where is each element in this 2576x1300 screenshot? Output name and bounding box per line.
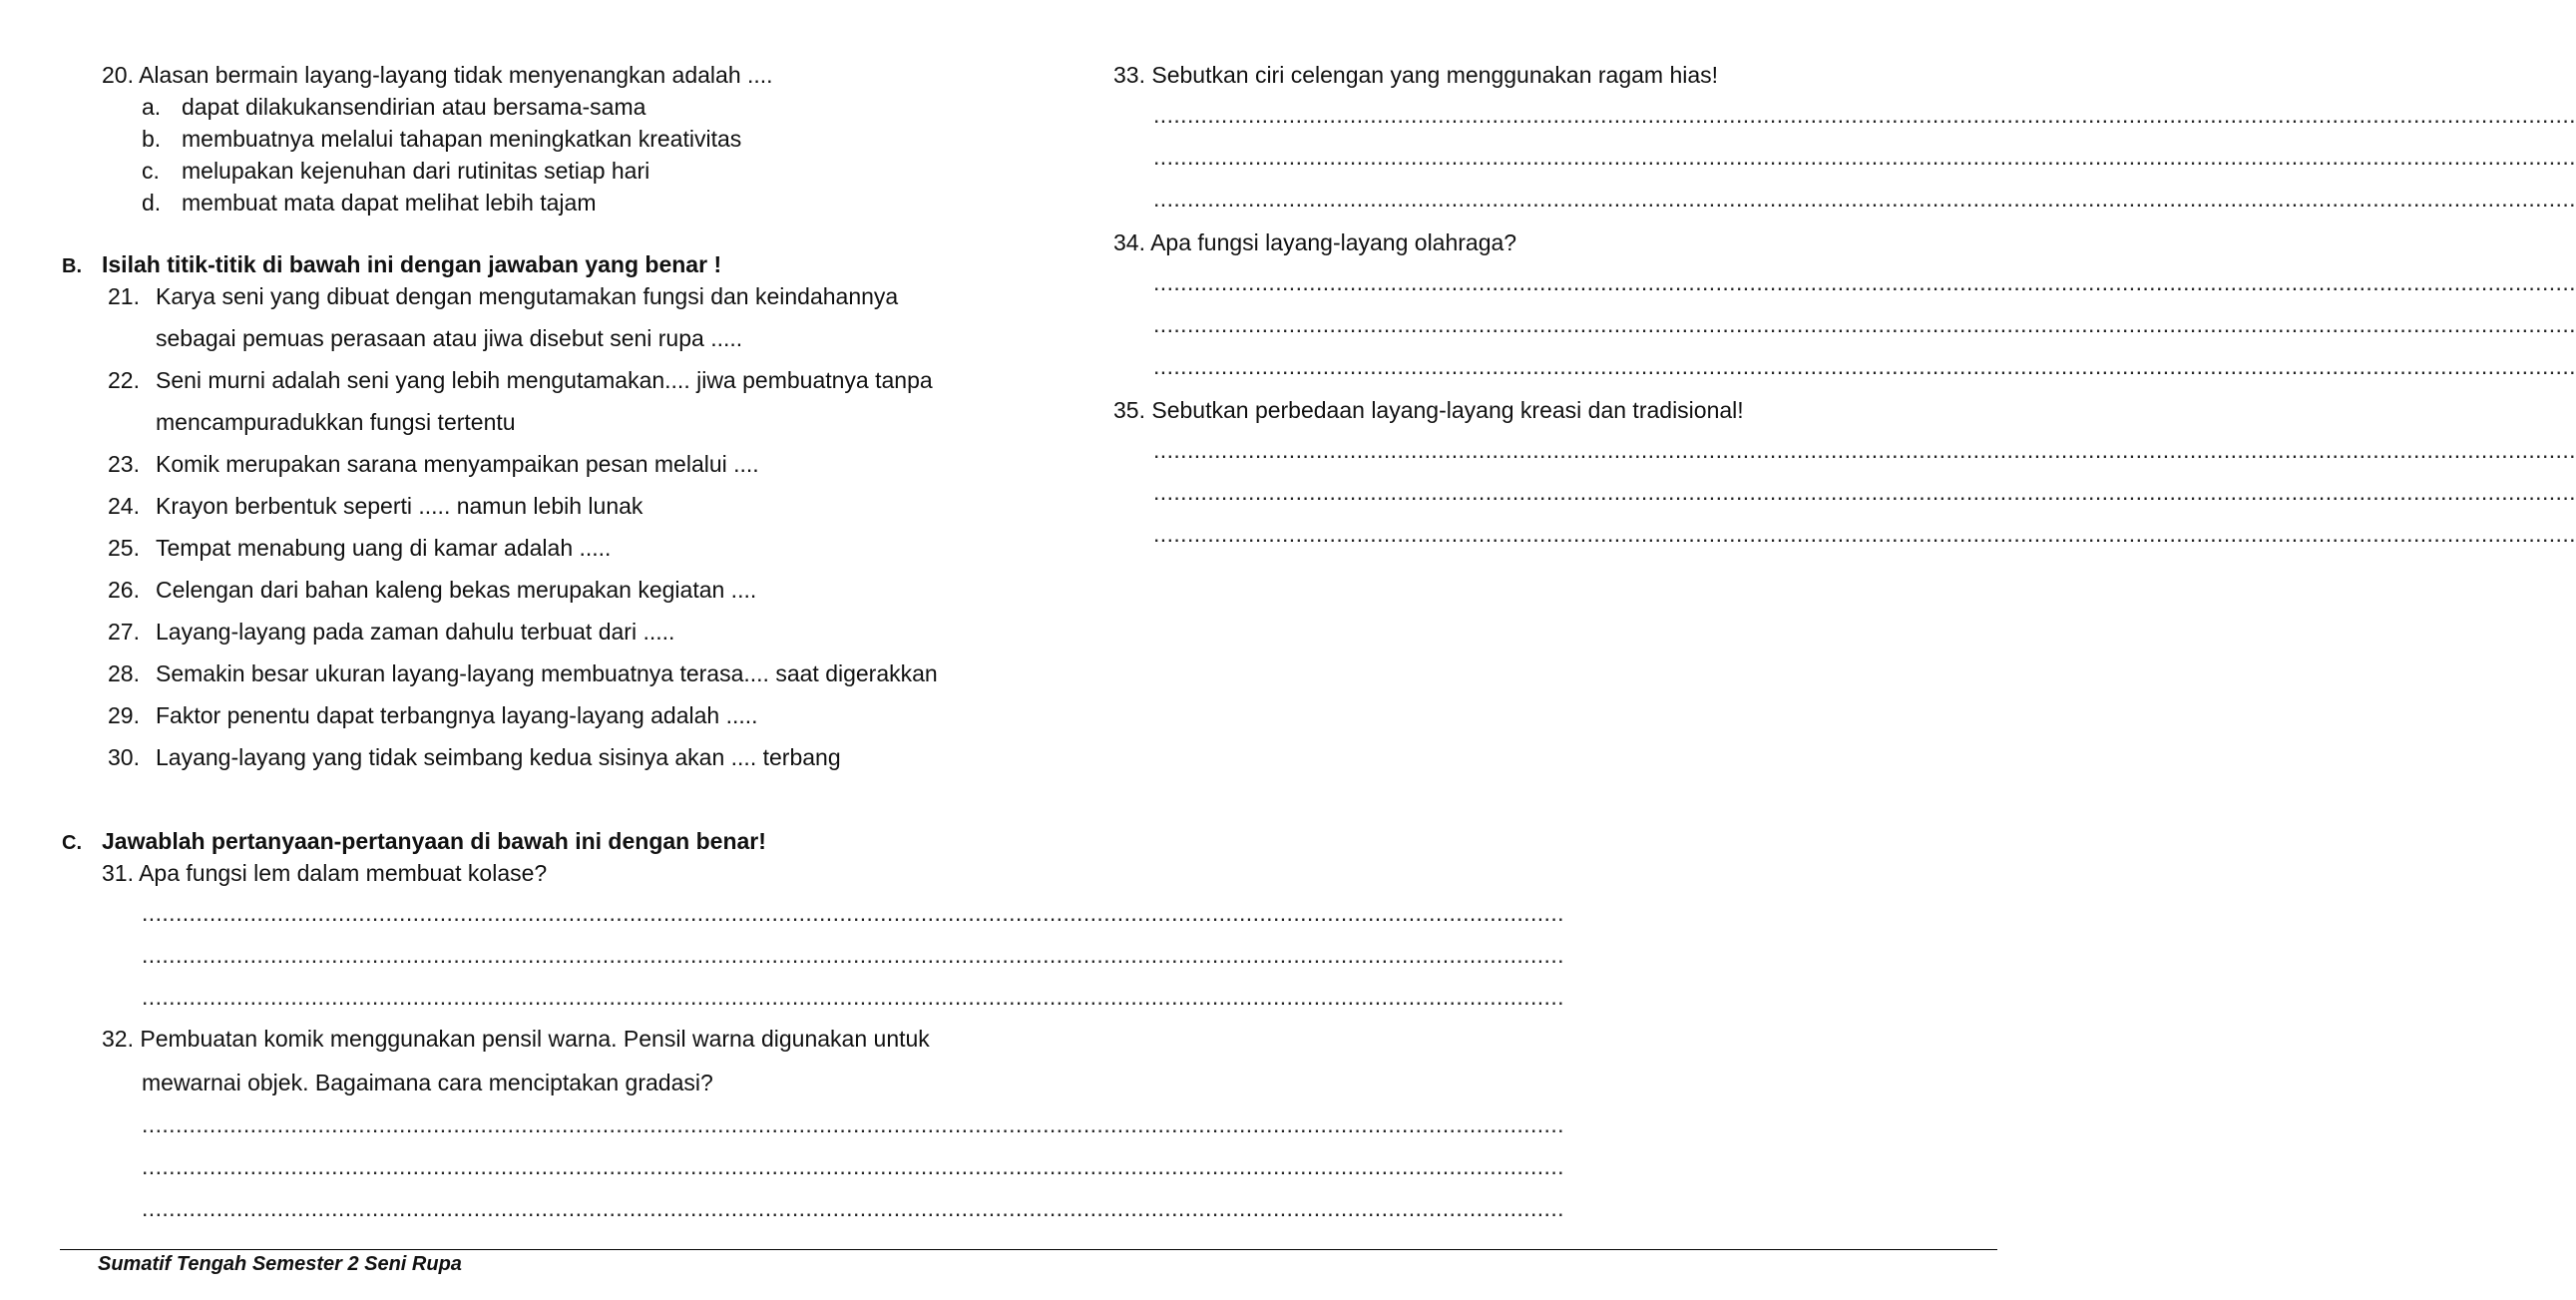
item-line: Komik merupakan sarana menyampaikan pesan melalui .... xyxy=(156,451,759,477)
footer-divider xyxy=(60,1249,1997,1250)
item-line: Tempat menabung uang di kamar adalah ..... xyxy=(156,535,612,561)
option-letter: d. xyxy=(142,190,162,216)
answer-line[interactable]: .................................................................................................................................................................................................................. xyxy=(1153,479,2576,505)
option-text: membuat mata dapat melihat lebih tajam xyxy=(182,190,597,216)
answer-line[interactable]: .................................................................................................................................................................................................................. xyxy=(1153,144,2576,170)
item-line: Faktor penentu dapat terbangnya layang-layang adalah ..... xyxy=(156,702,758,728)
item-number: 26. xyxy=(108,577,140,603)
option-text: dapat dilakukansendirian atau bersama-sama xyxy=(182,94,646,120)
answer-line[interactable]: .................................................................................................................................................................................................................. xyxy=(1153,353,2576,379)
option-b[interactable] xyxy=(142,126,741,153)
answer-line[interactable]: .................................................................................................................................................................................................................. xyxy=(1153,269,2576,295)
option-letter: c. xyxy=(142,158,160,184)
item-line: Seni murni adalah seni yang lebih mengutamakan.... jiwa pembuatnya tanpa xyxy=(156,367,933,393)
question-35: 35. Sebutkan perbedaan layang-layang kreasi dan tradisional! xyxy=(1113,397,1744,423)
item-line: Krayon berbentuk seperti ..... namun lebih lunak xyxy=(156,493,644,519)
section-b-heading xyxy=(62,251,721,278)
answer-line[interactable]: .................................................................................................................................................................................................................. xyxy=(1153,311,2576,337)
item-number: 29. xyxy=(108,702,140,728)
answer-line[interactable]: .................................................................................................................................................................................................................. xyxy=(1153,186,2576,212)
item-line: Layang-layang yang tidak seimbang kedua sisinya akan .... terbang xyxy=(156,744,841,770)
item-line: sebagai pemuas perasaan atau jiwa disebut seni rupa ..... xyxy=(156,325,743,351)
question-32-line1: 32. Pembuatan komik menggunakan pensil warna. Pensil warna digunakan untuk xyxy=(102,1026,930,1052)
answer-line[interactable]: .................................................................................................................................................................................................................. xyxy=(142,1195,1564,1221)
answer-line[interactable]: .................................................................................................................................................................................................................. xyxy=(142,1111,1564,1137)
item-line: mencampuradukkan fungsi tertentu xyxy=(156,409,516,435)
fill-item-21 xyxy=(108,283,1006,353)
section-title: Jawablah pertanyaan-pertanyaan di bawah ini dengan benar! xyxy=(102,828,766,854)
item-number: 28. xyxy=(108,660,140,686)
answer-line[interactable]: .................................................................................................................................................................................................................. xyxy=(1153,521,2576,547)
option-text: membuatnya melalui tahapan meningkatkan kreativitas xyxy=(182,126,742,152)
answer-line[interactable]: .................................................................................................................................................................................................................. xyxy=(142,900,1564,926)
section-letter: C. xyxy=(62,832,82,854)
question-34: 34. Apa fungsi layang-layang olahraga? xyxy=(1113,229,1517,255)
answer-line[interactable]: .................................................................................................................................................................................................................. xyxy=(142,942,1564,968)
item-line: Layang-layang pada zaman dahulu terbuat dari ..... xyxy=(156,619,675,645)
answer-line[interactable]: .................................................................................................................................................................................................................. xyxy=(142,984,1564,1010)
item-number: 30. xyxy=(108,744,140,770)
item-number: 23. xyxy=(108,451,140,477)
option-letter: a. xyxy=(142,94,162,120)
section-title: Isilah titik-titik di bawah ini dengan jawaban yang benar ! xyxy=(102,251,722,277)
answer-line[interactable]: .................................................................................................................................................................................................................. xyxy=(1153,102,2576,128)
option-text: melupakan kejenuhan dari rutinitas setiap hari xyxy=(182,158,650,184)
section-c-heading xyxy=(62,828,766,855)
section-letter: B. xyxy=(62,255,82,277)
question-33: 33. Sebutkan ciri celengan yang menggunakan ragam hias! xyxy=(1113,62,1719,88)
question-32-line2: mewarnai objek. Bagaimana cara menciptakan gradasi? xyxy=(142,1070,713,1095)
item-line: Karya seni yang dibuat dengan mengutamakan fungsi dan keindahannya xyxy=(156,283,899,309)
item-number: 21. xyxy=(108,283,140,309)
question-31: 31. Apa fungsi lem dalam membuat kolase? xyxy=(102,860,548,886)
answer-line[interactable]: .................................................................................................................................................................................................................. xyxy=(142,1153,1564,1179)
option-a[interactable] xyxy=(142,94,645,121)
item-line: Semakin besar ukuran layang-layang membuatnya terasa.... saat digerakkan xyxy=(156,660,938,686)
option-letter: b. xyxy=(142,126,162,152)
fill-item-22 xyxy=(108,367,1006,437)
footer-label: Sumatif Tengah Semester 2 Seni Rupa xyxy=(98,1253,462,1275)
option-d[interactable] xyxy=(142,190,597,217)
question-20: 20. Alasan bermain layang-layang tidak menyenangkan adalah .... xyxy=(102,62,773,88)
item-number: 22. xyxy=(108,367,140,393)
item-number: 25. xyxy=(108,535,140,561)
answer-line[interactable]: .................................................................................................................................................................................................................. xyxy=(1153,437,2576,463)
item-number: 24. xyxy=(108,493,140,519)
option-c[interactable] xyxy=(142,158,649,185)
item-number: 27. xyxy=(108,619,140,645)
item-line: Celengan dari bahan kaleng bekas merupakan kegiatan .... xyxy=(156,577,757,603)
